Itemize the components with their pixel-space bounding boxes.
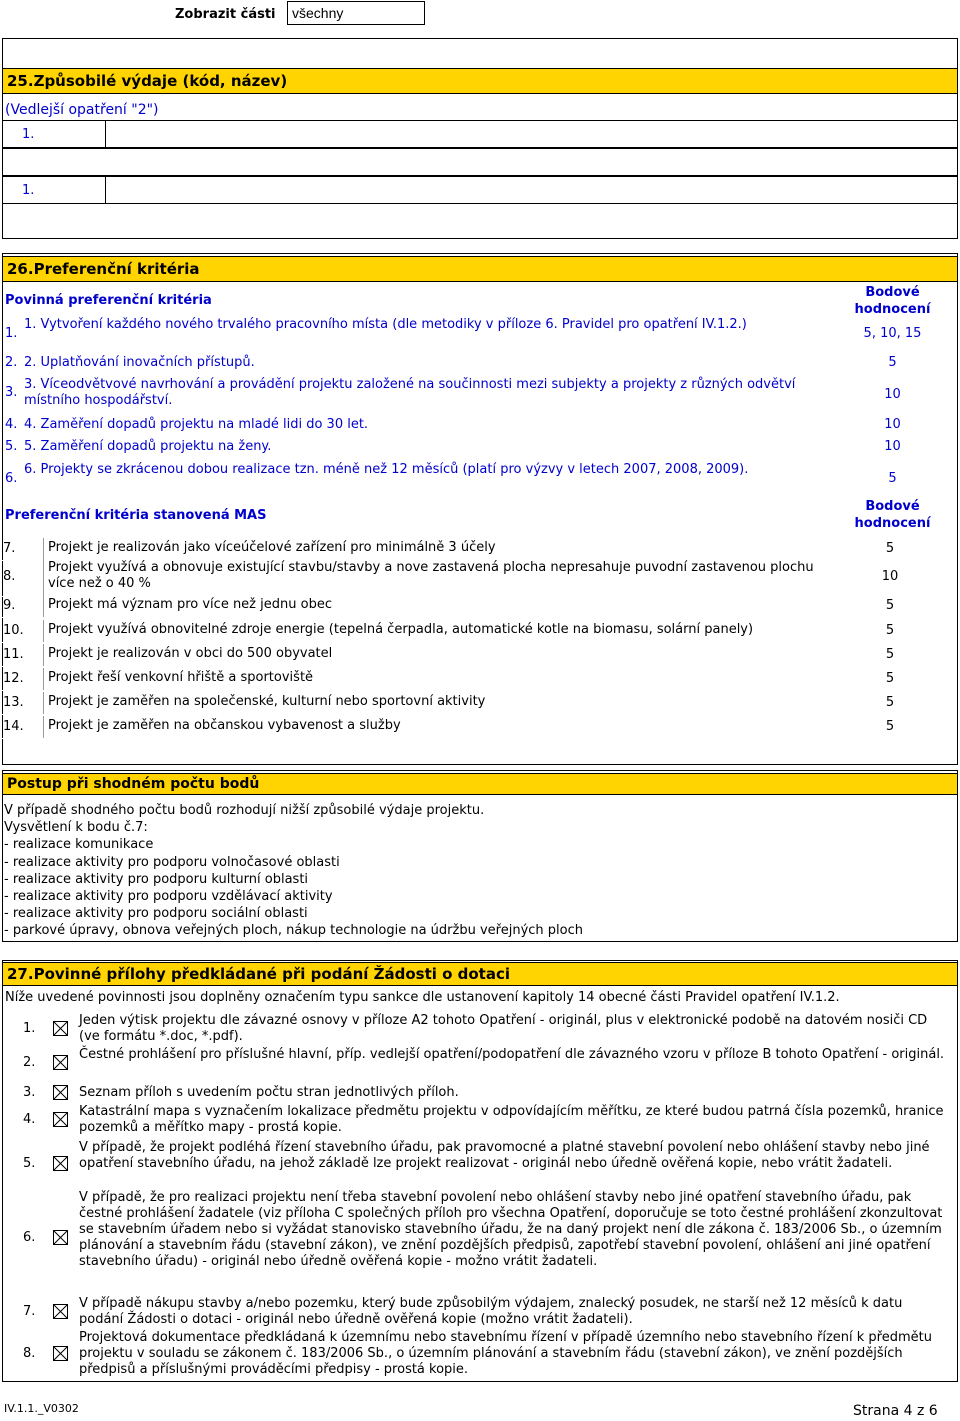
section-25-sub: (Vedlejší opatření "2") [5, 102, 159, 118]
tie-line: - realizace aktivity pro podporu kulturní oblasti [4, 871, 309, 887]
attachment-text: Katastrální mapa s vyznačením lokalizace předmětu projektu v odpovídajícím měřítku, ze které budou patrná čísla pozemků, hranice pozemků a měřítko mapy - prostá kopie. [79, 1104, 944, 1135]
mas-criterion-text: Projekt řeší venkovní hřiště a sportoviště [48, 670, 314, 685]
mas-criterion-text: Projekt je realizován jako víceúčelové zařízení pro minimálně 3 účely [48, 540, 496, 555]
criterion-points: 5 [888, 355, 897, 370]
attachment-checkbox[interactable] [53, 1021, 68, 1036]
criterion-text: 6. Projekty se zkrácenou dobou realizace tzn. méně než 12 měsíců (platí pro výzvy v letech 2007, 2008, 2009). [24, 462, 749, 477]
tie-line: V případě shodného počtu bodů rozhodují nižší způsobilé výdaje projektu. [4, 803, 485, 818]
divider [43, 716, 44, 738]
attachment-checkbox[interactable] [53, 1230, 68, 1245]
attachment-text: V případě, že pro realizaci projektu není třeba stavební povolení nebo ohlášení stavby nebo jiné opatření stavebního úřadu, pak čestné prohlášení žadatele (viz příloha C společných příloh pro všechna Opatření, doporučuje se toto čestné prohlášení zkonzultovat se stavebním úřadem nebo si vyžádat stanovisko stavebního úřadu, že na daný projekt není dle zákona č. 183/2006 Sb., o územním plánování a stavebním řádu (stavební zákon), ve znění pozdějších předpisů, zapotřebí stavební povolení, ohlášení ani jiné opatření stavebního úřadu) - originál nebo úředně ověřená kopie - možno vrátit žadateli. [79, 1190, 943, 1269]
mas-criterion-text: Projekt je zaměřen na občanskou vybavenost a služby [48, 718, 401, 733]
attachment-num: 8. [23, 1346, 36, 1361]
criterion-text: 1. Vytvoření každého nového trvalého pracovního místa (dle metodiky v příloze 6. Pravidel pro opatření IV.1.2.) [24, 317, 747, 332]
divider [43, 595, 44, 617]
attachment-checkbox[interactable] [53, 1346, 68, 1361]
cost-row-2-num: 1. [22, 183, 35, 198]
section-26-heading: 26.Preferenční kritéria [2, 256, 958, 282]
mas-criterion-points: 5 [885, 598, 895, 613]
mas-criterion-text: Projekt má význam pro více než jednu obec [48, 597, 332, 612]
mas-criterion-num: 13. [3, 695, 24, 710]
points-header: Bodové hodnocení [854, 285, 931, 317]
mandatory-criteria-title: Povinná preferenční kritéria [5, 293, 212, 308]
criterion-points: 10 [884, 417, 901, 432]
criterion-num: 1. [5, 326, 18, 341]
attachment-text: V případě nákupu stavby a/nebo pozemku, který bude způsobilým výdajem, znalecký posudek, ne starší než 12 měsíců k datu podání Žádosti o dotaci - originál nebo úředně ověřená kopie (možno vrátit žadateli). [79, 1296, 903, 1327]
cost-row-1 [2, 120, 958, 148]
footer-page: Strana 4 z 6 [853, 1403, 938, 1419]
mas-criterion-points: 5 [885, 647, 895, 662]
mas-criterion-num: 7. [3, 541, 16, 556]
tie-heading: Postup při shodném počtu bodů [2, 773, 958, 795]
tie-line: - realizace komunikace [4, 837, 154, 853]
section-27-intro: Níže uvedené povinnosti jsou doplněny označením typu sankce dle ustanovení kapitoly 14 obecné části Pravidel opatření IV.1.2. [5, 990, 840, 1005]
criterion-num: 5. [5, 439, 18, 454]
divider [105, 120, 106, 148]
mas-criterion-points: 5 [885, 541, 895, 556]
criterion-text: 2. Uplatňování inovačních přístupů. [24, 355, 255, 370]
points-header-mas: Bodové hodnocení [854, 499, 931, 531]
criterion-points: 5 [888, 471, 897, 486]
mas-criterion-points: 5 [885, 695, 895, 710]
mas-criterion-points: 5 [885, 719, 895, 734]
mas-criterion-num: 8. [3, 569, 16, 584]
divider [43, 692, 44, 714]
attachment-num: 6. [23, 1230, 36, 1245]
show-parts-label: Zobrazit části [175, 7, 276, 22]
tie-line: - realizace aktivity pro podporu sociální oblasti [4, 906, 308, 922]
divider [105, 176, 106, 204]
attachment-text: Jeden výtisk projektu dle závazné osnovy v příloze A2 tohoto Opatření - originál, plus v elektronické podobě na datovém nosiči CD (ve formátu *.doc, *.pdf). [79, 1013, 928, 1044]
mas-criterion-num: 12. [3, 671, 24, 686]
criterion-num: 2. [5, 355, 18, 370]
mas-criterion-text: Projekt je realizován v obci do 500 obyvatel [48, 646, 333, 661]
mas-criterion-points: 5 [885, 623, 895, 638]
footer-code: IV.1.1._V0302 [4, 1402, 79, 1415]
cost-row-1-num: 1. [22, 127, 35, 142]
attachment-num: 2. [23, 1055, 36, 1070]
criterion-points: 10 [884, 439, 901, 454]
criterion-num: 3. [5, 385, 18, 400]
divider [43, 620, 44, 642]
attachment-num: 1. [23, 1021, 36, 1036]
mas-criterion-num: 10. [3, 623, 24, 638]
attachment-checkbox[interactable] [53, 1156, 68, 1171]
divider [43, 668, 44, 690]
attachment-checkbox[interactable] [53, 1112, 68, 1127]
section-27-heading: 27.Povinné přílohy předkládané při podání Žádosti o dotaci [2, 962, 958, 986]
criterion-text: 3. Víceodvětvové navrhování a provádění projektu založené na součinnosti mezi subjekty a projekty z různých odvětví místního hospodářství. [24, 377, 796, 408]
criterion-text: 4. Zaměření dopadů projektu na mladé lidi do 30 let. [24, 417, 369, 432]
divider [43, 558, 44, 596]
mas-criterion-text: Projekt je zaměřen na společenské, kulturní nebo sportovní aktivity [48, 694, 486, 709]
mas-criterion-text: Projekt využívá obnovitelné zdroje energie (tepelná čerpadla, automatické kotle na biomasu, solární panely) [48, 622, 754, 637]
mas-criterion-points: 10 [881, 569, 899, 584]
criterion-points: 5, 10, 15 [863, 326, 922, 341]
section-25-heading: 25.Způsobilé výdaje (kód, název) [2, 68, 958, 94]
attachment-text: Čestné prohlášení pro příslušné hlavní, příp. vedlejší opatření/podopatření dle závazného vzoru v příloze B tohoto Opatření - originál. [79, 1047, 945, 1062]
parts-select[interactable]: všechny [287, 1, 425, 25]
attachment-text: Seznam příloh s uvedením počtu stran jednotlivých příloh. [79, 1085, 459, 1100]
criterion-text: 5. Zaměření dopadů projektu na ženy. [24, 439, 272, 454]
criterion-num: 4. [5, 417, 18, 432]
divider [43, 644, 44, 666]
mas-criterion-points: 5 [885, 671, 895, 686]
attachment-text: Projektová dokumentace předkládaná k územnímu nebo stavebnímu řízení v případě územního nebo stavebního řízení k předmětu projektu v souladu se zákonem č. 183/2006 Sb., o územním plánování a stavebním řádu (stavební zákon), ve znění pozdějších předpisů a příslušnými prováděcími předpisy - prostá kopie. [79, 1330, 932, 1377]
attachment-text: V případě, že projekt podléhá řízení stavebního úřadu, pak pravomocné a platné stavební povolení nebo ohlášení stavby nebo jiné opatření stavebního úřadu, na jehož základě lze projekt realizovat - originál nebo úředně ověřená kopie, nebo vrátit žadateli. [79, 1140, 930, 1171]
attachment-num: 3. [23, 1085, 36, 1100]
attachment-checkbox[interactable] [53, 1085, 68, 1100]
mas-criteria-title: Preferenční kritéria stanovená MAS [5, 508, 267, 523]
divider [43, 538, 44, 560]
tie-line: - realizace aktivity pro podporu volnočasové oblasti [4, 854, 340, 870]
attachment-checkbox[interactable] [53, 1055, 68, 1070]
attachment-num: 4. [23, 1112, 36, 1127]
attachment-checkbox[interactable] [53, 1304, 68, 1319]
criterion-num: 6. [5, 471, 18, 486]
tie-line: - realizace aktivity pro podporu vzdělávací aktivity [4, 889, 333, 904]
tie-line: Vysvětlení k bodu č.7: [4, 820, 148, 836]
mas-criterion-num: 11. [3, 647, 24, 662]
mas-criterion-text: Projekt využívá a obnovuje existující stavbu/stavby a nove zastavená plocha nepresahuje puvodní zastavenou plochu více než o 40 % [48, 560, 814, 591]
mas-criterion-num: 9. [3, 598, 16, 613]
cost-row-1-extra [2, 148, 958, 176]
criterion-points: 10 [884, 387, 901, 402]
cost-row-2 [2, 176, 958, 204]
tie-line: - parkové úpravy, obnova veřejných ploch, nákup technologie na údržbu veřejných ploch [4, 923, 583, 939]
attachment-num: 7. [23, 1304, 36, 1319]
attachment-num: 5. [23, 1156, 36, 1171]
mas-criterion-num: 14. [3, 719, 24, 734]
